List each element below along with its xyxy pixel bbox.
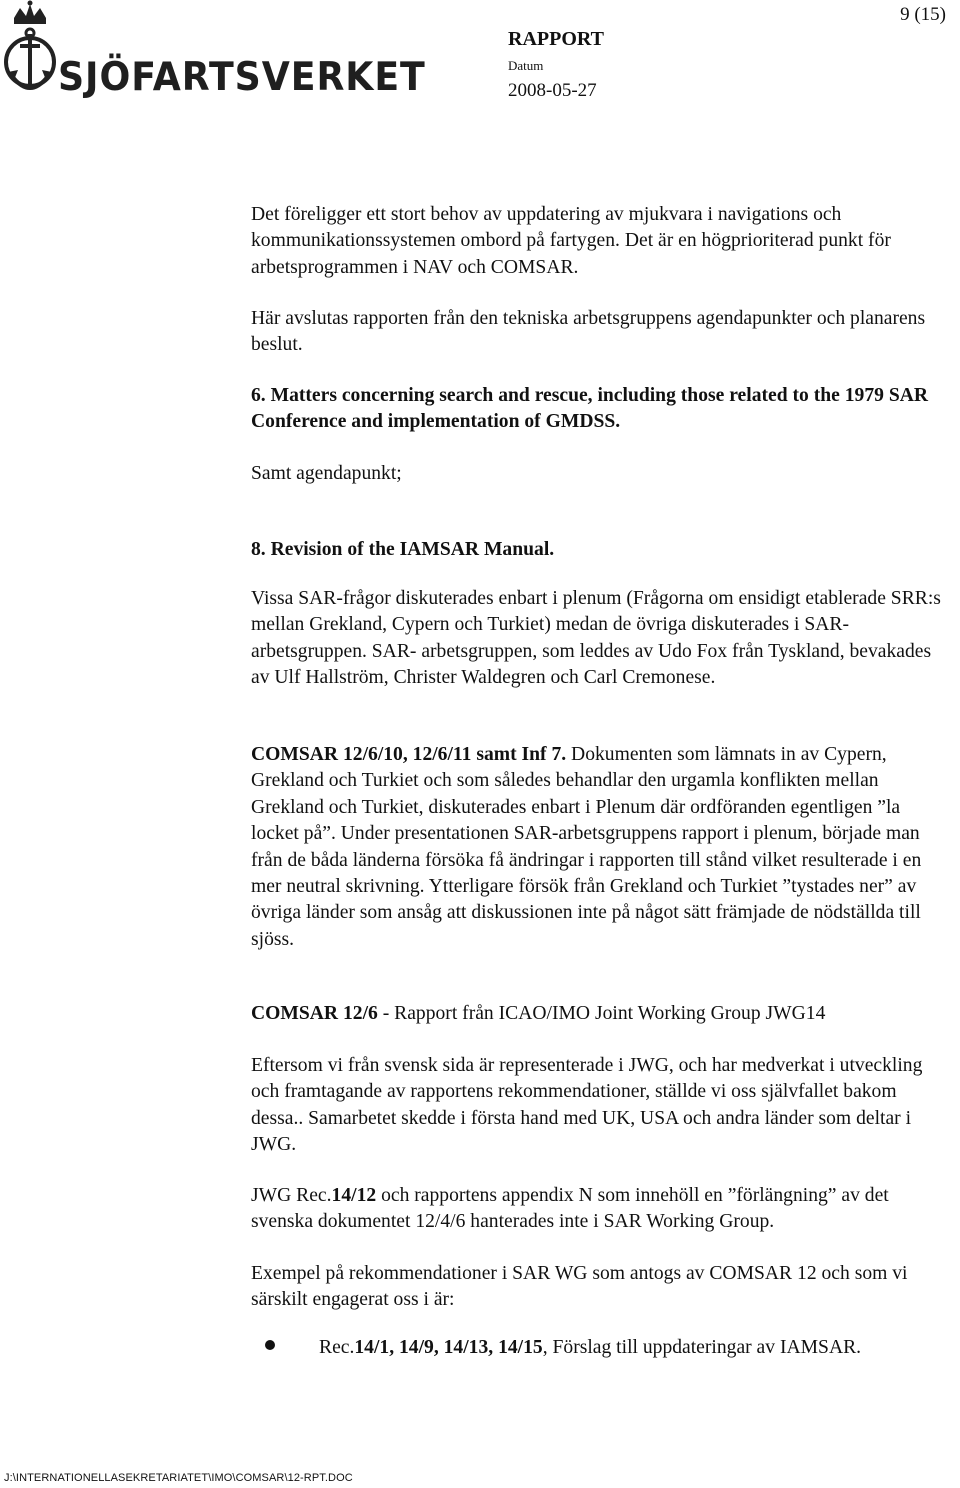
recommendation-number: 14/12 — [331, 1185, 377, 1206]
sjofartsverket-logo — [0, 0, 430, 112]
paragraph-sar-questions — [251, 586, 951, 692]
paragraph-text: JWG Rec. — [251, 1185, 332, 1206]
agenda-continuation — [251, 461, 951, 487]
footer-file-path: J:\INTERNATIONELLASEKRETARIATET\IMO\COMSAR\12-RPT.DOC — [4, 1472, 353, 1484]
recommendation-numbers: 14/1, 14/9, 14/13, 14/15 — [354, 1337, 543, 1358]
page-number: 9 (15) — [900, 4, 946, 25]
paragraph-text: Eftersom vi från svensk sida är representerade i JWG, och har medverkat i utveckling och framtagande av rapportens rekommendationer, ställde vi oss självfallet bakom dessa.. Samarbetet skedde i första hand med UK, USA och andra länder som deltar i JWG. — [251, 1055, 923, 1156]
paragraph-jwg-participation — [251, 1053, 951, 1159]
heading-agenda-6 — [251, 383, 951, 436]
paragraph-text: Det föreligger ett stort behov av uppdatering av mjukvara i navigations och kommunikationssystemen ombord på fartygen. Det är en högprioriterad punkt för arbetsprogrammen i NAV och COMSAR. — [251, 204, 891, 278]
crown-anchor-emblem-icon — [0, 0, 60, 112]
paragraph-examples — [251, 1261, 951, 1314]
document-reference: COMSAR 12/6/10, 12/6/11 samt Inf 7. — [251, 744, 567, 765]
paragraph-text: Vissa SAR-frågor diskuterades enbart i plenum (Frågorna om ensidigt etablerade SRR:s mellan Grekland, Cypern och Turkiet) medan de övriga diskuterades i SAR-arbetsgruppen. SAR- arbetsgruppen, som leddes av Udo Fox från Tyskland, bevakades av Ulf Hallström, Christer Waldegren och Carl Cremonese. — [251, 588, 941, 689]
date-value: 2008-05-27 — [508, 80, 597, 101]
document-type: RAPPORT — [508, 28, 604, 50]
date-label: Datum — [508, 58, 544, 73]
document-reference: COMSAR 12/6 — [251, 1003, 378, 1024]
paragraph-text: , Förslag till uppdateringar av IAMSAR. — [542, 1337, 862, 1358]
logo-wordmark: SJÖFARTSVERKET — [58, 55, 426, 100]
paragraph-text: Exempel på rekommendationer i SAR WG som antogs av COMSAR 12 och som vi särskilt engagerat oss i är: — [251, 1263, 908, 1311]
paragraph-jwg-rec — [251, 1183, 951, 1236]
paragraph-conclusion — [251, 306, 951, 359]
list-item — [319, 1335, 959, 1361]
paragraph-text: och rapportens appendix N som innehöll en ”förlängning” av det svenska dokumentet 12/4/6 hanterades inte i SAR Working Group. — [251, 1185, 889, 1233]
paragraph-text: Här avslutas rapporten från den tekniska arbetsgruppens agendapunkter och planarens beslut. — [251, 308, 926, 356]
heading-text: 6. Matters concerning search and rescue, including those related to the 1979 SAR Conference and implementation of GMDSS. — [251, 385, 929, 433]
paragraph-text: Samt agendapunkt; — [251, 463, 402, 484]
paragraph-comsar-12-6 — [251, 1001, 951, 1027]
heading-text: 8. Revision of the IAMSAR Manual. — [251, 539, 555, 560]
paragraph-comsar-12-6-10 — [251, 742, 951, 953]
paragraph-text: Dokumenten som lämnats in av Cypern, Grekland och Turkiet och som således behandlar den urgamla konflikten mellan Grekland och Turkiet, diskuterades enbart i Plenum där ordföranden egentligen ”la locket på”. Under presentationen SAR-arbetsgruppens rapport i plenum, började man från de båda länderna försöka få ändringar i rapporten till stånd vilket resulterade i en mer neutral skrivning. Ytterligare försök från Grekland och Turkiet ”tystades ner” av övriga länder som ansåg att diskussionen inte på något sätt främjade de nödställda till sjöss. — [251, 744, 922, 950]
paragraph-text: - Rapport från ICAO/IMO Joint Working Group JWG14 — [377, 1003, 826, 1024]
bullet-icon — [264, 1331, 276, 1357]
paragraph-software-update — [251, 202, 951, 281]
paragraph-text: Rec. — [319, 1337, 355, 1358]
heading-agenda-8 — [251, 537, 951, 563]
